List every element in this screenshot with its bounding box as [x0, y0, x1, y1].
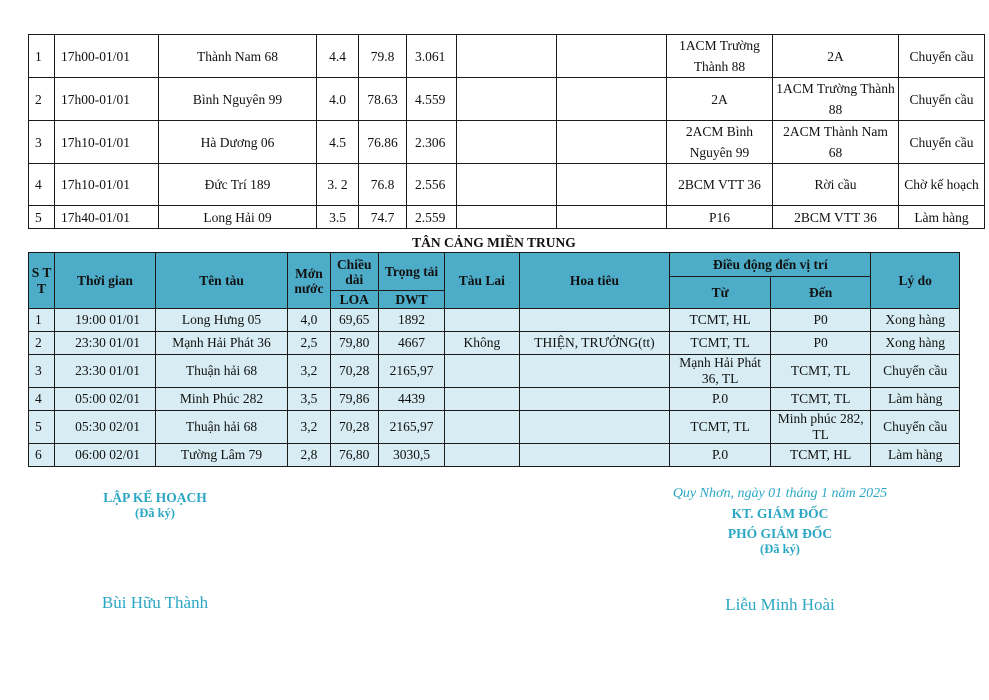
table-row	[29, 332, 960, 355]
planner-title: LẬP KẾ HOẠCH	[103, 490, 207, 505]
cell-loa: 74.7	[359, 206, 407, 229]
header-time: Thời gian	[55, 253, 156, 309]
cell-tug	[445, 444, 519, 467]
table-row	[29, 206, 985, 229]
cell-time: 17h40-01/01	[55, 206, 159, 229]
cell-time: 19:00 01/01	[55, 309, 156, 332]
cell-dwt: 3030,5	[378, 444, 444, 467]
table-row	[29, 388, 960, 411]
header-length: Chiều dài	[330, 253, 378, 291]
cell-tug	[445, 355, 519, 388]
cell-pilot	[519, 309, 670, 332]
header-move: Điều động đến vị trí	[670, 253, 871, 277]
table-row	[29, 78, 985, 121]
cell-time: 17h00-01/01	[55, 35, 159, 78]
cell-tug	[445, 411, 519, 444]
cell-time: 05:30 02/01	[55, 411, 156, 444]
cell-pilot	[519, 355, 670, 388]
cell-reason: Xong hàng	[871, 332, 960, 355]
signature-left	[70, 490, 240, 613]
table-row	[29, 309, 960, 332]
cell-dwt: 4.559	[407, 78, 457, 121]
cell-stt: 2	[29, 332, 55, 355]
cell-from: TCMT, HL	[670, 309, 771, 332]
cell-stt: 3	[29, 121, 55, 164]
cell-pilot	[519, 444, 670, 467]
cell-draft: 4.0	[317, 78, 359, 121]
cell-loa: 79.8	[359, 35, 407, 78]
cell-loa: 78.63	[359, 78, 407, 121]
cell-dwt: 2165,97	[378, 411, 444, 444]
cell-to: TCMT, TL	[770, 355, 871, 388]
cell-time: 17h10-01/01	[55, 164, 159, 206]
cell-loa: 76,80	[330, 444, 378, 467]
header-pilot: Hoa tiêu	[519, 253, 670, 309]
cell-draft: 2,8	[288, 444, 330, 467]
cell-tug	[457, 78, 557, 121]
cell-from: P.0	[670, 444, 771, 467]
cell-pilot	[557, 121, 667, 164]
cell-to: 2BCM VTT 36	[773, 206, 899, 229]
cell-ship: Tường Lâm 79	[155, 444, 288, 467]
cell-draft: 3,2	[288, 411, 330, 444]
cell-stt: 1	[29, 35, 55, 78]
cell-time: 06:00 02/01	[55, 444, 156, 467]
cell-pilot	[557, 35, 667, 78]
cell-pilot	[519, 411, 670, 444]
header-loa: LOA	[330, 291, 378, 309]
cell-reason: Làm hàng	[899, 206, 985, 229]
cell-tug	[457, 206, 557, 229]
cell-loa: 70,28	[330, 411, 378, 444]
cell-tug	[457, 164, 557, 206]
cell-stt: 6	[29, 444, 55, 467]
cell-loa: 76.8	[359, 164, 407, 206]
cell-tug	[457, 35, 557, 78]
cell-draft: 4.4	[317, 35, 359, 78]
cell-dwt: 1892	[378, 309, 444, 332]
header-tug: Tàu Lai	[445, 253, 519, 309]
cell-draft: 3,2	[288, 355, 330, 388]
deputy-title: PHÓ GIÁM ĐỐC	[727, 526, 833, 541]
cell-loa: 79,80	[330, 332, 378, 355]
cell-from: 2A	[667, 78, 773, 121]
cell-dwt: 4667	[378, 332, 444, 355]
cell-reason: Chuyển cầu	[899, 35, 985, 78]
header-dwt: DWT	[378, 291, 444, 309]
cell-dwt: 3.061	[407, 35, 457, 78]
cell-draft: 3.5	[317, 206, 359, 229]
cell-to: 2ACM Thành Nam 68	[773, 121, 899, 164]
cell-draft: 2,5	[288, 332, 330, 355]
cell-ship: Thuận hải 68	[155, 411, 288, 444]
header-to: Đến	[770, 277, 871, 309]
cell-draft: 4.5	[317, 121, 359, 164]
cell-tug: Không	[445, 332, 519, 355]
cell-stt: 5	[29, 411, 55, 444]
cell-from: Mạnh Hải Phát 36, TL	[670, 355, 771, 388]
planner-name: Bùi Hữu Thành	[101, 593, 209, 612]
cell-from: TCMT, TL	[670, 332, 771, 355]
cell-dwt: 2.559	[407, 206, 457, 229]
cell-dwt: 2.306	[407, 121, 457, 164]
cell-pilot: THIỆN, TRƯỞNG(tt)	[519, 332, 670, 355]
table-row	[29, 164, 985, 206]
cell-from: 2BCM VTT 36	[667, 164, 773, 206]
cell-to: P0	[770, 309, 871, 332]
cell-reason: Chuyển cầu	[871, 355, 960, 388]
cell-dwt: 4439	[378, 388, 444, 411]
cell-stt: 3	[29, 355, 55, 388]
cell-pilot	[519, 388, 670, 411]
header-ship: Tên tàu	[155, 253, 288, 309]
table-continuation	[28, 34, 985, 229]
director-name: Liễu Minh Hoài	[725, 595, 835, 614]
table-tan-cang-mien-trung	[28, 252, 960, 467]
cell-tug	[457, 121, 557, 164]
cell-draft: 3. 2	[317, 164, 359, 206]
table-row	[29, 35, 985, 78]
cell-draft: 3,5	[288, 388, 330, 411]
table-row	[29, 411, 960, 444]
cell-tug	[445, 309, 519, 332]
cell-ship: Long Hưng 05	[155, 309, 288, 332]
cell-reason: Xong hàng	[871, 309, 960, 332]
cell-tug	[445, 388, 519, 411]
cell-ship: Thành Nam 68	[159, 35, 317, 78]
cell-reason: Làm hàng	[871, 444, 960, 467]
cell-reason: Làm hàng	[871, 388, 960, 411]
cell-ship: Mạnh Hải Phát 36	[155, 332, 288, 355]
cell-draft: 4,0	[288, 309, 330, 332]
cell-stt: 4	[29, 388, 55, 411]
cell-pilot	[557, 164, 667, 206]
cell-time: 23:30 01/01	[55, 332, 156, 355]
header-reason: Lý do	[871, 253, 960, 309]
cell-from: TCMT, TL	[670, 411, 771, 444]
table-row	[29, 355, 960, 388]
cell-stt: 2	[29, 78, 55, 121]
cell-reason: Chờ kế hoạch	[899, 164, 985, 206]
cell-reason: Chuyển cầu	[899, 121, 985, 164]
cell-reason: Chuyển cầu	[871, 411, 960, 444]
cell-ship: Long Hải 09	[159, 206, 317, 229]
director-signed: (Đã ký)	[760, 542, 800, 556]
cell-ship: Hà Dương 06	[159, 121, 317, 164]
cell-pilot	[557, 78, 667, 121]
header-stt: S T T	[29, 253, 55, 309]
cell-dwt: 2165,97	[378, 355, 444, 388]
cell-from: 2ACM Bình Nguyên 99	[667, 121, 773, 164]
header-tonnage: Trọng tải	[378, 253, 444, 291]
cell-ship: Đức Trí 189	[159, 164, 317, 206]
cell-ship: Bình Nguyên 99	[159, 78, 317, 121]
cell-stt: 5	[29, 206, 55, 229]
section-title: TÂN CẢNG MIỀN TRUNG	[412, 235, 576, 250]
cell-loa: 76.86	[359, 121, 407, 164]
cell-time: 05:00 02/01	[55, 388, 156, 411]
cell-loa: 70,28	[330, 355, 378, 388]
cell-stt: 4	[29, 164, 55, 206]
table-row	[29, 444, 960, 467]
cell-from: P.0	[670, 388, 771, 411]
cell-time: 17h10-01/01	[55, 121, 159, 164]
cell-reason: Chuyển cầu	[899, 78, 985, 121]
cell-stt: 1	[29, 309, 55, 332]
cell-ship: Thuận hải 68	[155, 355, 288, 388]
header-draft: Mớn nước	[288, 253, 330, 309]
header-from: Từ	[670, 277, 771, 309]
cell-to: Rời cầu	[773, 164, 899, 206]
sign-date: Quy Nhơn, ngày 01 tháng 1 năm 2025	[672, 486, 888, 501]
cell-from: P16	[667, 206, 773, 229]
director-title: KT. GIÁM ĐỐC	[731, 506, 829, 521]
cell-to: TCMT, TL	[770, 388, 871, 411]
cell-dwt: 2.556	[407, 164, 457, 206]
cell-time: 23:30 01/01	[55, 355, 156, 388]
signature-right	[640, 486, 920, 615]
cell-to: P0	[770, 332, 871, 355]
cell-to: Minh phúc 282, TL	[770, 411, 871, 444]
cell-from: 1ACM Trường Thành 88	[667, 35, 773, 78]
table-row	[29, 121, 985, 164]
cell-to: 2A	[773, 35, 899, 78]
cell-to: 1ACM Trường Thành 88	[773, 78, 899, 121]
planner-signed: (Đã ký)	[135, 506, 175, 520]
cell-pilot	[557, 206, 667, 229]
cell-loa: 79,86	[330, 388, 378, 411]
cell-ship: Minh Phúc 282	[155, 388, 288, 411]
cell-loa: 69,65	[330, 309, 378, 332]
cell-to: TCMT, HL	[770, 444, 871, 467]
cell-time: 17h00-01/01	[55, 78, 159, 121]
